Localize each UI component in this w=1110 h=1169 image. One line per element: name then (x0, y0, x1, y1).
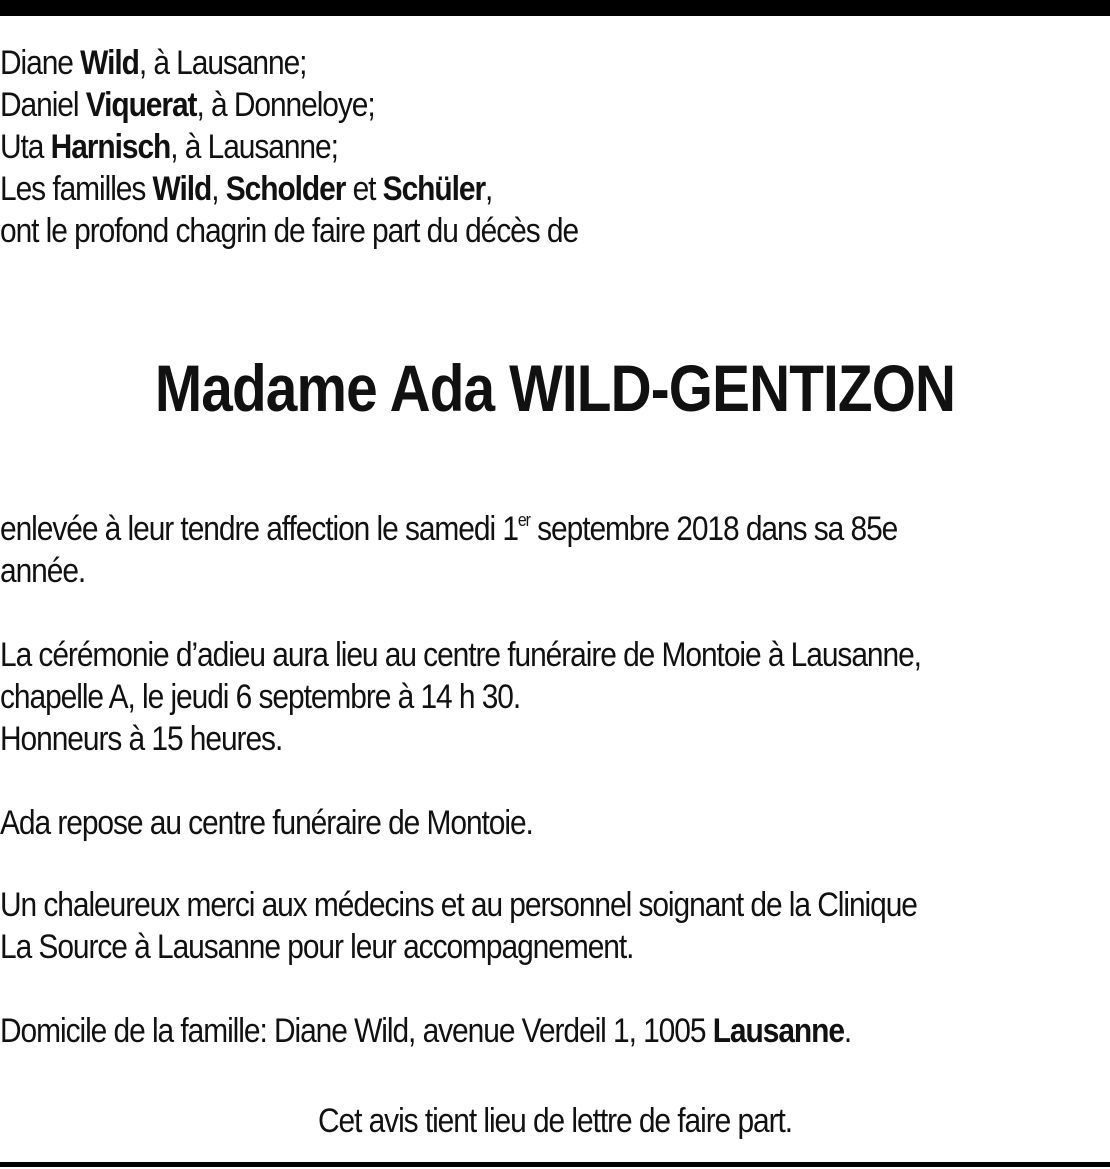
family-name: Schüler (382, 170, 486, 208)
thanks-line-1: Un chaleureux merci aux médecins et au personnel soignant de la Clinique (0, 886, 917, 924)
thanks-line-2: La Source à Lausanne pour leur accompagnement. (0, 928, 634, 966)
intro-line: ont le profond chagrin de faire part du décès de (0, 212, 579, 250)
families-suffix: , (485, 170, 493, 208)
ceremony-line-3: Honneurs à 15 heures. (0, 720, 283, 758)
deceased-name-title: Madame Ada WILD-GENTIZON (154, 351, 956, 425)
family-name: Scholder (225, 170, 346, 208)
domicile-suffix: . (843, 1012, 852, 1050)
domicile-city: Lausanne (712, 1012, 844, 1050)
ceremony-line-1: La cérémonie d’adieu aura lieu au centre funéraire de Montoie à Lausanne, (0, 636, 921, 674)
family-name: Wild (152, 170, 212, 208)
announcer-first-name: Daniel (0, 86, 86, 124)
domicile-line (0, 1010, 851, 1052)
announcer-line-2 (0, 84, 375, 126)
footer-note: Cet avis tient lieu de lettre de faire part. (317, 1102, 793, 1140)
announcer-line-1 (0, 42, 306, 84)
passing-text: enlevée à leur tendre affection le samedi 1 (0, 510, 518, 548)
passing-line-1 (0, 508, 897, 550)
announcer-location: , à Donneloye; (196, 86, 375, 124)
announcer-surname: Viquerat (85, 86, 197, 124)
bottom-border-rule (0, 1162, 1110, 1167)
announcer-surname: Wild (80, 44, 139, 82)
announcer-location: , à Lausanne; (170, 128, 338, 166)
passing-line-2: année. (0, 552, 86, 590)
families-line (0, 168, 492, 210)
announcer-first-name: Diane (0, 44, 81, 82)
announcer-location: , à Lausanne; (138, 44, 307, 82)
families-separator: , (211, 170, 226, 208)
top-border-rule (0, 0, 1110, 16)
rest-line: Ada repose au centre funéraire de Montoie. (0, 804, 533, 842)
announcer-first-name: Uta (0, 128, 51, 166)
families-prefix: Les familles (0, 170, 153, 208)
passing-text: septembre 2018 dans sa 85e (529, 510, 898, 548)
ordinal-superscript: er (517, 510, 530, 530)
announcer-line-3 (0, 126, 338, 168)
announcer-surname: Harnisch (50, 128, 171, 166)
ceremony-line-2: chapelle A, le jeudi 6 septembre à 14 h 30. (0, 678, 521, 716)
domicile-text: Domicile de la famille: Diane Wild, avenue Verdeil 1, 1005 (0, 1012, 713, 1050)
families-separator: et (345, 170, 383, 208)
